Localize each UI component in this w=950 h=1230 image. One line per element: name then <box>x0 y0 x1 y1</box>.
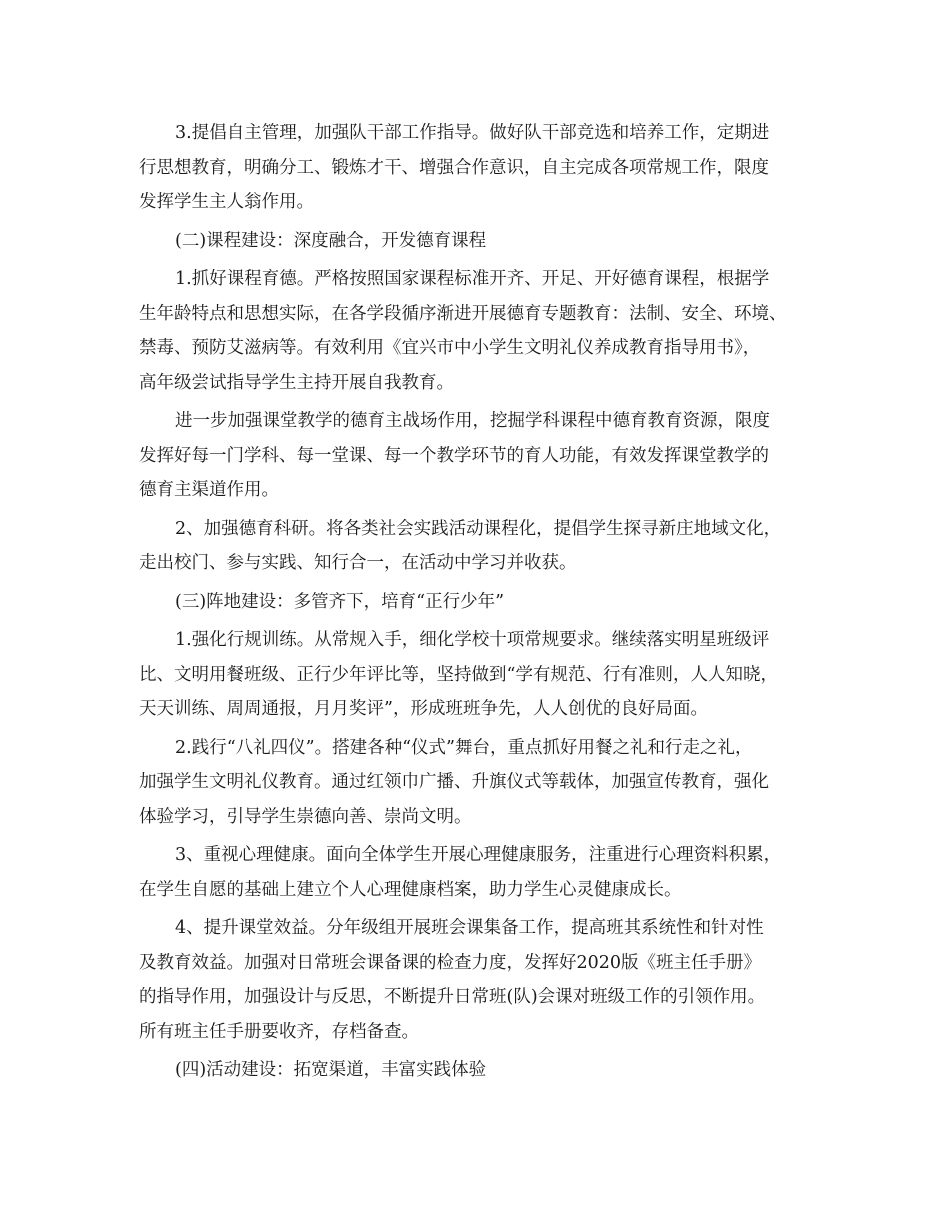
text-line: 1.强化行规训练。从常规入手，细化学校十项常规要求。继续落实明星班级评 <box>175 630 770 650</box>
text-line: 比、文明用餐班级、正行少年评比等，坚持做到“学有规范、行有准则，人人知晓， <box>139 664 778 685</box>
text-line: 德育主渠道作用。 <box>139 480 279 500</box>
text-line: 3、重视心理健康。面向全体学生开展心理健康服务，注重进行心理资料积累， <box>175 845 782 865</box>
text-line: 发挥好每一门学科、每一堂课、每一个教学环节的育人功能，有效发挥课堂教学的 <box>139 445 769 466</box>
paragraph-class-efficiency <box>139 911 829 1049</box>
section-heading-activity-building <box>139 1053 829 1088</box>
text-line: 进一步加强课堂教学的德育主战场作用，挖掘学科课程中德育教育资源，限度 <box>175 411 770 431</box>
text-line: 2.践行“八礼四仪”。搭建各种“仪式”舞台，重点抓好用餐之礼和行走之礼， <box>175 737 753 758</box>
text-line: (三)阵地建设：多管齐下，培育“正行少年” <box>175 591 505 612</box>
text-line: 高年级尝试指导学生主持开展自我教育。 <box>139 372 454 393</box>
section-heading-position-building <box>139 585 829 620</box>
text-line: 禁毒、预防艾滋病等。有效利用《宜兴市中小学生文明礼仪养成教育指导用书》， <box>139 338 761 358</box>
paragraph-etiquette <box>139 731 829 835</box>
text-line: 3.提倡自主管理，加强队干部工作指导。做好队干部竞选和培养工作，定期进 <box>175 123 770 143</box>
text-line: 所有班主任手册要收齐，存档备查。 <box>139 1021 419 1042</box>
text-line: 的指导作用，加强设计与反思，不断提升日常班(队)会课对班级工作的引领作用。 <box>139 987 766 1007</box>
text-line: 及教育效益。加强对日常班会课备课的检查力度，发挥好2020版《班主任手册》 <box>139 952 762 973</box>
section-heading-course-building <box>139 224 829 259</box>
paragraph-course-moral <box>139 262 829 400</box>
text-line: 天天训练、周周通报，月月奖评”，形成班班争先，人人创优的良好局面。 <box>139 699 708 719</box>
paragraph-mental-health <box>139 838 829 907</box>
document-body <box>139 116 829 1088</box>
text-line: 走出校门、参与实践、知行合一，在活动中学习并收获。 <box>139 553 577 573</box>
text-line: 在学生自愿的基础上建立个人心理健康档案，助力学生心灵健康成长。 <box>139 879 682 900</box>
text-line: 1.抓好课程育德。严格按照国家课程标准开齐、开足、开好德育课程，根据学 <box>175 269 770 289</box>
paragraph-self-management <box>139 116 829 220</box>
text-line: 2、加强德育科研。将各类社会实践活动课程化，提倡学生探寻新庄地域文化， <box>175 518 782 539</box>
paragraph-classroom-teaching <box>139 404 829 508</box>
paragraph-behavior-training <box>139 623 829 727</box>
text-line: (二)课程建设：深度融合，开发德育课程 <box>175 230 487 251</box>
text-line: 体验学习，引导学生崇德向善、崇尚文明。 <box>139 806 472 827</box>
paragraph-moral-research <box>139 512 829 581</box>
text-line: 4、提升课堂效益。分年级组开展班会课集备工作，提高班其系统性和针对性 <box>175 918 764 938</box>
text-line: 生年龄特点和思想实际，在各学段循序渐进开展德育专题教育：法制、安全、环境、 <box>139 303 787 324</box>
text-line: 行思想教育，明确分工、锻炼才干、增强合作意识，自主完成各项常规工作，限度 <box>139 157 769 178</box>
text-line: 加强学生文明礼仪教育。通过红领巾广播、升旗仪式等载体，加强宣传教育，强化 <box>139 772 769 792</box>
text-line: 发挥学生主人翁作用。 <box>139 192 314 212</box>
text-line: (四)活动建设：拓宽渠道，丰富实践体验 <box>175 1060 487 1080</box>
